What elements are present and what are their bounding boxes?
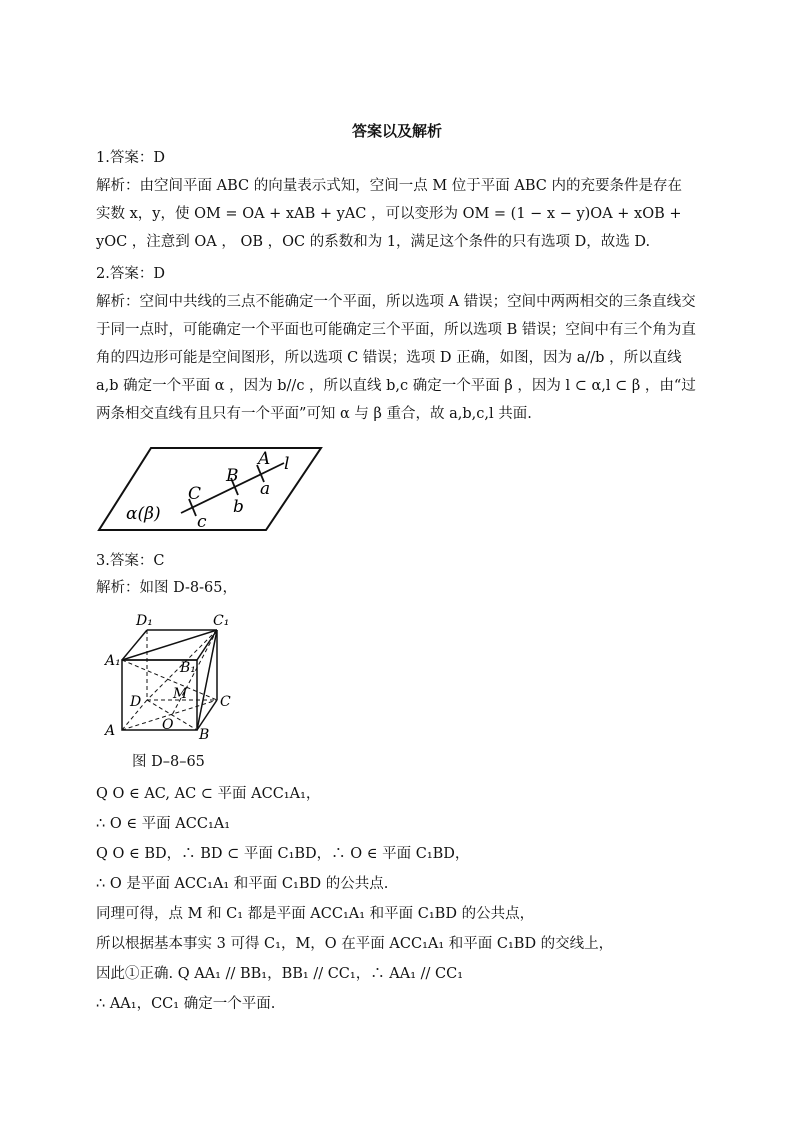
cube-figure — [100, 608, 240, 748]
figure-caption: 图 D–8–65 — [132, 754, 205, 770]
q3-intro: 解析：如图 D-8-65， — [96, 580, 237, 596]
q1-answer: 1.答案：D — [96, 150, 165, 166]
page-title: 答案以及解析 — [351, 122, 442, 140]
vertex-C1-label: C₁ — [213, 613, 230, 629]
plane-figure — [96, 445, 326, 535]
line-a-label: a — [260, 479, 271, 499]
line-c-label: c — [197, 512, 207, 532]
q3-line-5: 同理可得，点 M 和 C₁ 都是平面 ACC₁A₁ 和平面 C₁BD 的公共点， — [96, 906, 535, 922]
q2-answer: 2.答案：D — [96, 266, 165, 282]
q3-line-7: 因此①正确. Q AA₁ // BB₁，BB₁ // CC₁，∴ AA₁ // CC₁ — [96, 966, 464, 982]
vertex-D-label: D — [130, 694, 142, 710]
line-l-label: l — [284, 454, 290, 474]
vertex-D1-label: D₁ — [136, 613, 153, 629]
q3-line-8: ∴ AA₁，CC₁ 确定一个平面. — [96, 996, 276, 1012]
q2-analysis: 解析：空间中共线的三点不能确定一个平面，所以选项 A 错误；空间中两两相交的三条直线交于同一点时，可能确定一个平面也可能确定三个平面，所以选项 B 错误；空间中有三个角为直角的四边形可能是空间图形，所以选项 C 错误；选项 D 正确，如图，因为 a//b ，所以直线 a,b 确定一个平面 α ，因为 b//c ，所以直线 b,c 确定一个平面 β ，因为 l ⊂ α,l ⊂ β ，由“过两条相交直线有且只有一个平面”可知 α 与 β 重合，故 a,b,c,l 共面. — [96, 294, 696, 422]
point-B-label: B — [226, 466, 239, 486]
vertex-A-label: A — [105, 723, 116, 739]
line-b-label: b — [233, 497, 244, 517]
vertex-A1-label: A₁ — [105, 653, 121, 669]
vertex-B-label: B — [199, 727, 210, 743]
q3-line-6: 所以根据基本事实 3 可得 C₁，M，O 在平面 ACC₁A₁ 和平面 C₁BD 的交线上， — [96, 936, 614, 952]
q3-line-4: ∴ O 是平面 ACC₁A₁ 和平面 C₁BD 的公共点. — [96, 876, 389, 892]
q3-line-3: Q O ∈ BD，∴ BD ⊂ 平面 C₁BD，∴ O ∈ 平面 C₁BD， — [96, 846, 470, 862]
point-O-label: O — [162, 717, 174, 733]
point-C-label: C — [188, 484, 202, 504]
q3-line-2: ∴ O ∈ 平面 ACC₁A₁ — [96, 816, 231, 832]
q3-line-1: Q O ∈ AC, AC ⊂ 平面 ACC₁A₁， — [96, 786, 321, 802]
q1-analysis: 解析：由空间平面 ABC 的向量表示式知，空间一点 M 位于平面 ABC 内的充要条件是存在实数 x，y，使 OM = OA + xAB + yAC ，可以变形为 OM = (1 − x − y)OA + xOB + yOC ，注意到 OA ， OB ，OC 的系数和为 1，满足这个条件的只有选项 D，故选 D. — [96, 178, 687, 250]
plane-label: α(β) — [126, 504, 161, 524]
q3-answer: 3.答案：C — [96, 553, 165, 569]
point-A-label: A — [258, 449, 271, 469]
vertex-B1-label: B₁ — [180, 660, 196, 676]
vertex-C-label: C — [220, 694, 231, 710]
point-M-label: M — [173, 686, 188, 702]
